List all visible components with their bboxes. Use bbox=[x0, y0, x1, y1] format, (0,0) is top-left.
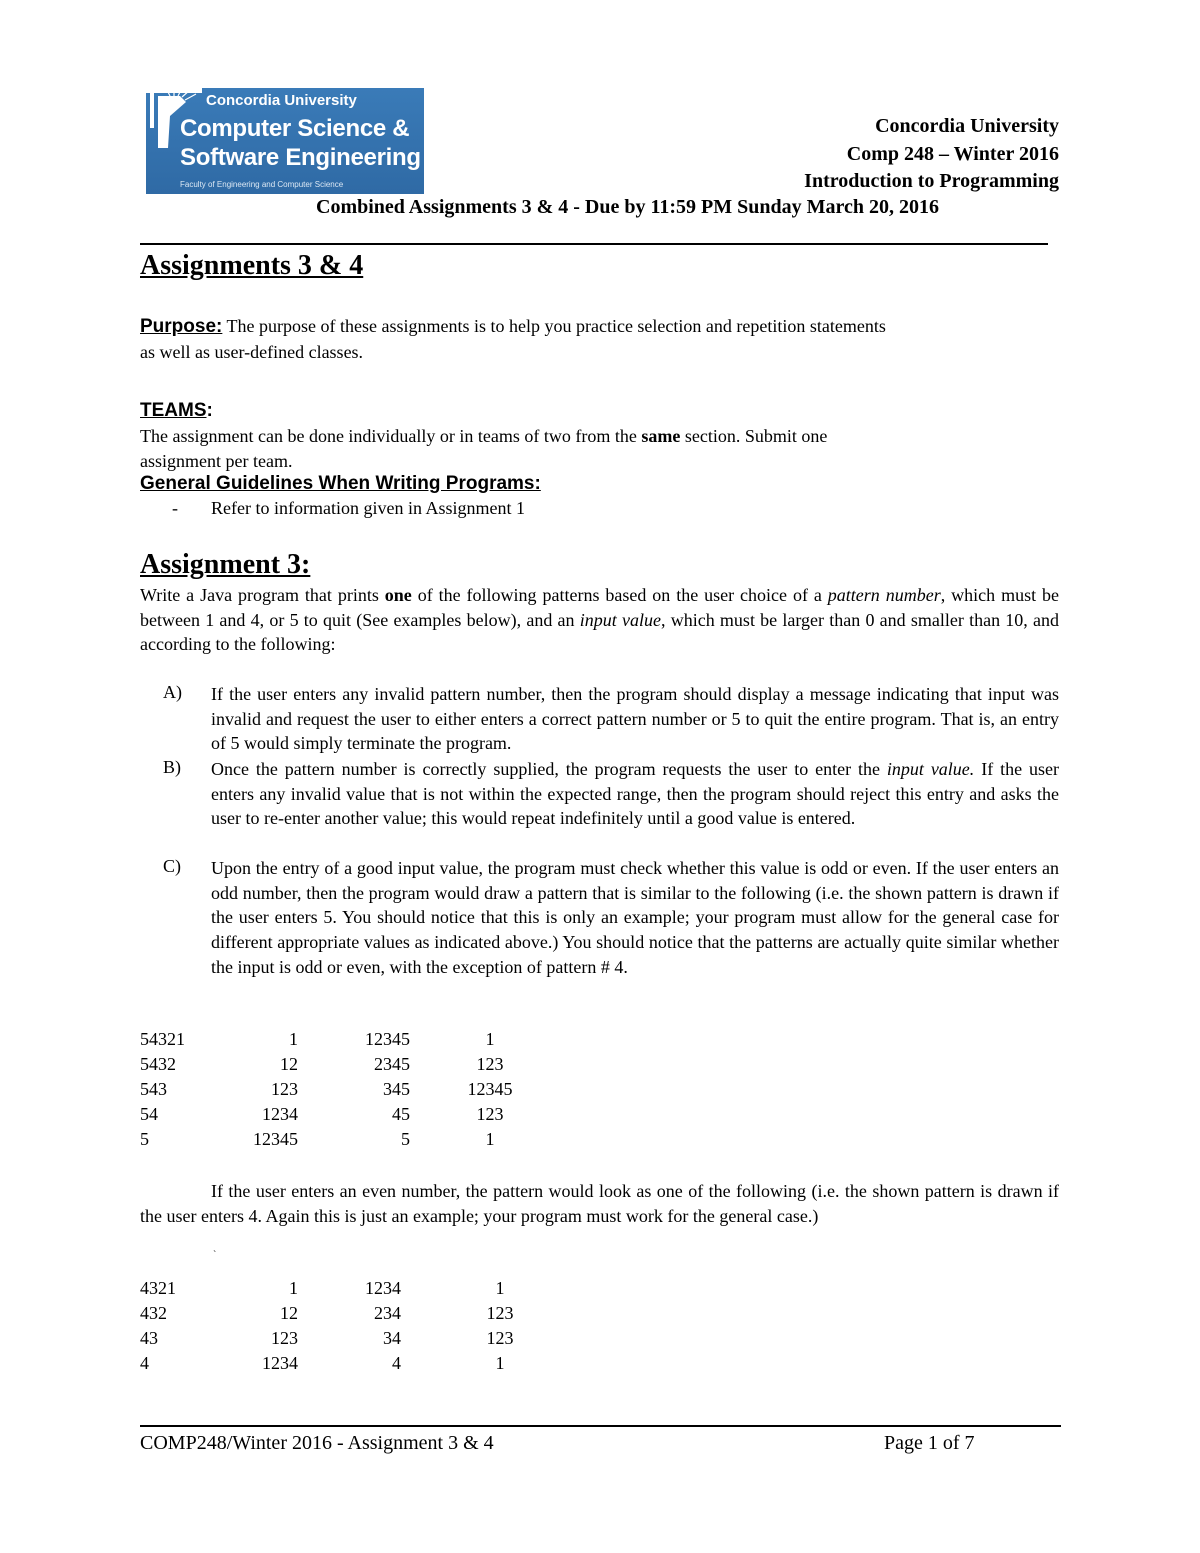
item-b-text bbox=[211, 757, 1059, 831]
page-title: Assignments 3 & 4 bbox=[140, 250, 364, 281]
even-p1-r4: 4 bbox=[140, 1353, 149, 1373]
teams-line1 bbox=[140, 424, 827, 449]
purpose-line1 bbox=[140, 314, 886, 340]
even-p2-r1: 1 bbox=[289, 1278, 298, 1298]
even-p2-r2: 12 bbox=[280, 1303, 298, 1323]
intro-b: of the following patterns based on the user choice of a bbox=[411, 585, 828, 605]
footer-page-number: Page 1 of 7 bbox=[884, 1432, 975, 1454]
odd-p3-r3: 345 bbox=[383, 1079, 410, 1099]
odd-p2-r3: 123 bbox=[271, 1079, 298, 1099]
even-p3-r2: 234 bbox=[374, 1303, 401, 1323]
even-p1-r2: 432 bbox=[140, 1303, 167, 1323]
odd-p4-r2: 123 bbox=[476, 1054, 504, 1074]
logo-line2: Software Engineering bbox=[180, 144, 421, 171]
intro-c: , which must be between 1 and 4, or 5 to quit (See examples below), and an bbox=[140, 585, 1059, 630]
item-c-text bbox=[211, 856, 1059, 980]
header-university: Concordia University bbox=[875, 115, 1059, 137]
guidelines-bullet: - bbox=[172, 498, 178, 518]
guidelines-heading: General Guidelines When Writing Programs: bbox=[140, 473, 541, 494]
purpose-line2: as well as user-defined classes. bbox=[140, 342, 364, 362]
odd-p3-r1: 12345 bbox=[365, 1029, 410, 1049]
intro-a: Write a Java program that prints bbox=[140, 585, 385, 605]
item-b-italic: input value. bbox=[886, 759, 975, 779]
intro-bold: one bbox=[384, 585, 412, 605]
even-p4-r3: 123 bbox=[486, 1328, 514, 1348]
odd-p3-r4: 45 bbox=[392, 1104, 410, 1124]
even-p2-r4: 1234 bbox=[262, 1353, 298, 1373]
odd-p4-r3: 12345 bbox=[467, 1079, 513, 1099]
footer-separator bbox=[140, 1425, 1061, 1427]
odd-p4-r1: 1 bbox=[485, 1029, 495, 1049]
intro-italic-input: input value bbox=[579, 609, 661, 630]
even-p3-r1: 1234 bbox=[365, 1278, 401, 1298]
logo-line1: Computer Science & bbox=[180, 115, 410, 142]
odd-p2-r2: 12 bbox=[280, 1054, 298, 1074]
odd-p1-r1: 54321 bbox=[140, 1029, 185, 1049]
even-p3-r3: 34 bbox=[383, 1328, 401, 1348]
teams-heading bbox=[140, 398, 213, 424]
even-p1-r1: 4321 bbox=[140, 1278, 176, 1298]
item-a-text bbox=[211, 682, 1059, 756]
item-c-text-a: Upon the entry of a good input value, the program must check whether this value is odd or even. If the user enters an odd number, then the program would draw a pattern that is similar to the following (i.e. the shown pattern is drawn if the user enters 5. You should notice that this is only an example; your program must allow for the general case for different appropriate values as indicated above.) You should notice that the patterns are actually quite similar whether the input is odd or even, with the exception of pattern # 4. bbox=[211, 858, 1059, 977]
item-a-text-a: If the user enters any invalid pattern number, then the program should display a message indicating that input was invalid and request the user to either enters a correct pattern number or 5 to quit the entire program. That is, an entry of 5 would simply terminate the program. bbox=[211, 684, 1059, 754]
even-p2-r3: 123 bbox=[271, 1328, 298, 1348]
teams-line1-a: The assignment can be done individually or in teams of two from the bbox=[140, 426, 642, 446]
header-separator bbox=[140, 243, 1048, 245]
item-b-text-b: If the user enters any invalid value that is not within the expected range, then the program should reject this entry and asks the user to re-enter another value; this would repeat indefinitely until a good value is entered. bbox=[211, 759, 1059, 829]
assignment3-intro bbox=[140, 583, 1059, 657]
intro-italic-pattern: pattern number bbox=[827, 585, 941, 605]
odd-p2-r5: 12345 bbox=[253, 1129, 298, 1149]
guidelines-item: Refer to information given in Assignment 1 bbox=[211, 498, 525, 518]
header-course: Comp 248 – Winter 2016 bbox=[846, 143, 1059, 165]
item-b-letter: B) bbox=[163, 757, 181, 777]
odd-p1-r3: 543 bbox=[140, 1079, 167, 1099]
odd-p2-r1: 1 bbox=[289, 1029, 298, 1049]
even-p1-r3: 43 bbox=[140, 1328, 158, 1348]
teams-line2: assignment per team. bbox=[140, 451, 293, 471]
item-a-letter: A) bbox=[163, 682, 182, 702]
logo-university: Concordia University bbox=[206, 92, 357, 109]
stray-mark: ` bbox=[213, 1250, 217, 1261]
intro-d: , which must be larger than 0 and smaller than 10, and according to the following: bbox=[140, 609, 1060, 655]
odd-p1-r5: 5 bbox=[140, 1129, 149, 1149]
header-course-title: Introduction to Programming bbox=[804, 170, 1059, 192]
header-due-date: Combined Assignments 3 & 4 - Due by 11:59 PM Sunday March 20, 2016 bbox=[316, 196, 940, 218]
even-p4-r2: 123 bbox=[486, 1303, 514, 1323]
logo-faculty: Faculty of Engineering and Computer Science bbox=[180, 180, 344, 189]
teams-colon: : bbox=[206, 400, 213, 421]
odd-p3-r2: 2345 bbox=[374, 1054, 410, 1074]
teams-line1-b: section. Submit one bbox=[680, 426, 828, 446]
even-intro: If the user enters an even number, the pattern would look as one of the following (i.e. the shown pattern is drawn if the user enters 4. Again this is just an example; your program must work for the general case.) bbox=[140, 1181, 1059, 1226]
even-p4-r1: 1 bbox=[495, 1278, 505, 1298]
even-p3-r4: 4 bbox=[392, 1353, 401, 1373]
footer-course-assignment: COMP248/Winter 2016 - Assignment 3 & 4 bbox=[140, 1432, 494, 1454]
odd-p4-r4: 123 bbox=[476, 1104, 504, 1124]
purpose-label: Purpose: bbox=[140, 316, 223, 337]
teams-line1-bold: same bbox=[641, 426, 681, 446]
assignment3-heading: Assignment 3: bbox=[140, 549, 311, 580]
teams-label: TEAMS bbox=[140, 400, 207, 421]
odd-p1-r4: 54 bbox=[140, 1104, 158, 1124]
odd-p2-r4: 1234 bbox=[262, 1104, 298, 1124]
item-c-letter: C) bbox=[163, 856, 181, 876]
item-b-text-a: Once the pattern number is correctly supplied, the program requests the user to enter the bbox=[211, 759, 887, 779]
even-p4-r4: 1 bbox=[495, 1353, 505, 1373]
purpose-text1: The purpose of these assignments is to help you practice selection and repetition statements bbox=[222, 316, 886, 336]
odd-p4-r5: 1 bbox=[485, 1129, 495, 1149]
odd-p3-r5: 5 bbox=[401, 1129, 410, 1149]
university-logo bbox=[146, 88, 424, 194]
odd-p1-r2: 5432 bbox=[140, 1054, 176, 1074]
